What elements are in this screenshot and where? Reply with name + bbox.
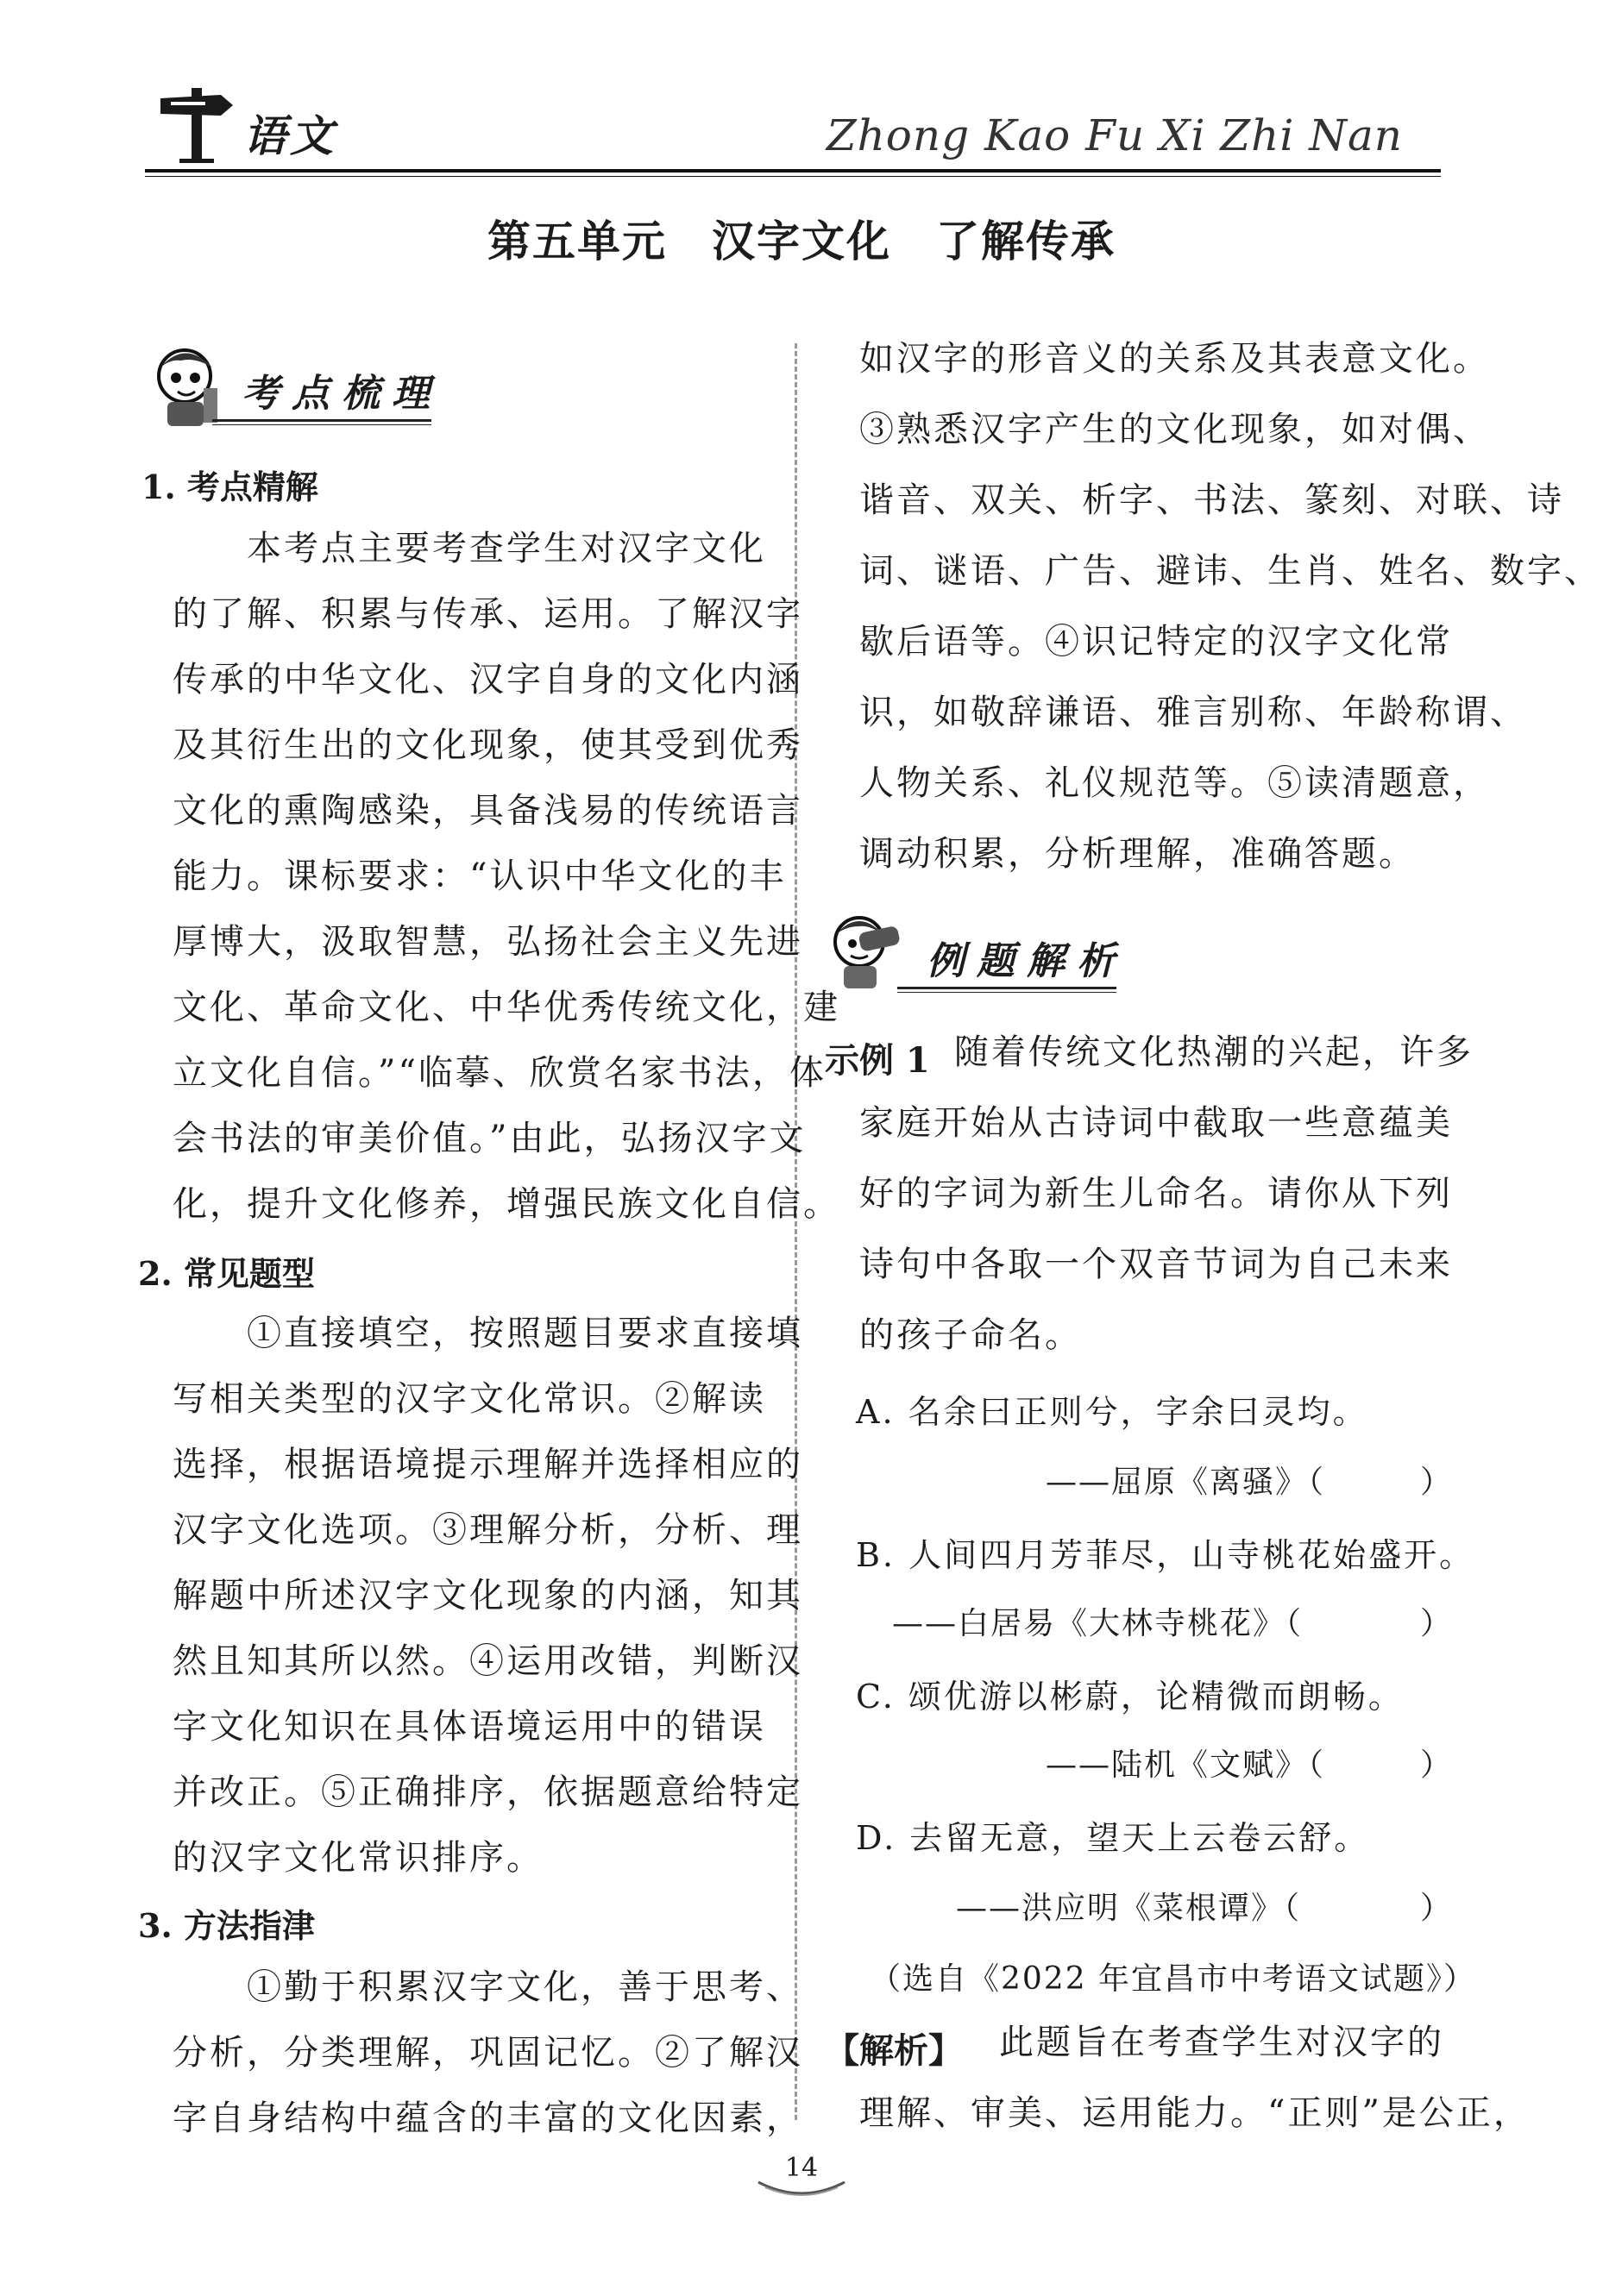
text-line: 厚博大，汲取智慧，弘扬社会主义先进 [173,922,803,962]
option-d-close: ） [1420,1891,1452,1926]
option-a: A. 名余曰正则兮，字余曰灵均。 [856,1393,1368,1431]
text-line: ③熟悉汉字产生的文化现象，如对偶、 [859,410,1490,449]
signpost-logo-icon [154,79,240,166]
text-line: 好的字词为新生儿命名。请你从下列 [859,1174,1453,1214]
text-line: 会书法的审美价值。”由此，弘扬汉字文 [173,1119,807,1158]
text-line: 本考点主要考查学生对汉字文化 [173,529,766,568]
text-line: 能力。课标要求：“认识中华文化的丰 [173,856,787,896]
text-line: 人物关系、礼仪规范等。⑤读清题意， [859,763,1490,803]
text-line: 然且知其所以然。④运用改错，判断汉 [173,1641,803,1681]
option-c-close: ） [1420,1747,1452,1783]
text-line: 调动积累，分析理解，准确答题。 [859,834,1416,874]
heading-changjian-tixing: 2. 常见题型 [138,1254,315,1293]
text-line: 如汉字的形音义的关系及其表意文化。 [859,339,1490,379]
header-rule-thin [145,176,1441,177]
section-title-liti: 例题解析 [927,939,1127,983]
text-line: 歇后语等。④识记特定的汉字文化常 [859,622,1453,662]
text-line: 理解、审美、运用能力。“正则”是公正， [859,2093,1531,2133]
text-line: ①勤于积累汉字文化，善于思考、 [173,1967,803,2007]
text-line: 家庭开始从古诗词中截取一些意蕴美 [859,1103,1453,1143]
question-source: （选自《2022 年宜昌市中考语文试题》） [870,1961,1477,1997]
text-line: 随着传统文化热潮的兴起，许多 [954,1032,1474,1072]
text-line: 传承的中华文化、汉字自身的文化内涵 [173,660,803,699]
text-line: 写相关类型的汉字文化常识。②解读 [173,1379,766,1419]
text-line: 化，提升文化修养，增强民族文化自信。 [173,1184,840,1224]
section-title-kaodian: 考点梳理 [242,372,442,416]
text-line: 的了解、积累与传承、运用。了解汉字 [173,594,803,634]
text-line: 文化、革命文化、中华优秀传统文化，建 [173,988,840,1027]
text-line: 文化的熏陶感染，具备浅易的传统语言 [173,791,803,831]
option-b-source: ——白居易《大林寺桃花》（ [892,1606,1304,1641]
section-underline-thin [897,992,1116,993]
option-d-source: ——洪应明《菜根谭》（ [956,1891,1302,1926]
example-label: 示例 1 [825,1040,930,1081]
text-line: 选择，根据语境提示理解并选择相应的 [173,1445,803,1484]
header-rule [145,169,1441,173]
text-line: 的汉字文化常识排序。 [173,1838,544,1878]
text-line: 词、谜语、广告、避讳、生肖、姓名、数字、 [859,551,1601,591]
text-line: 诗句中各取一个双音节词为自己未来 [859,1245,1453,1284]
book-title-pinyin: Zhong Kao Fu Xi Zhi Nan [826,110,1403,160]
mascot-telescope-icon [825,900,908,994]
text-line: 解题中所述汉字文化现象的内涵，知其 [173,1576,803,1615]
option-d: D. 去留无意，望天上云卷云舒。 [856,1819,1370,1857]
heading-fangfa-zhijin: 3. 方法指津 [138,1906,315,1945]
text-line: 此题旨在考查学生对汉字的 [999,2023,1444,2062]
page-number: 14 [784,2153,819,2183]
text-line: 立文化自信。”“临摹、欣赏名家书法，体 [173,1053,827,1093]
option-a-source: ——屈原《离骚》（ [1046,1465,1326,1500]
text-line: 及其衍生出的文化现象，使其受到优秀 [173,725,803,765]
text-line: 识，如敬辞谦语、雅言别称、年龄称谓、 [859,693,1527,732]
option-b: B. 人间四月芳菲尽，山寺桃花始盛开。 [856,1536,1475,1574]
option-c: C. 颂优游以彬蔚，论精微而朗畅。 [856,1678,1404,1716]
text-line: ①直接填空，按照题目要求直接填 [173,1314,803,1353]
text-line: 字自身结构中蕴含的丰富的文化因素， [173,2098,803,2138]
analysis-label: 【解析】 [825,2030,963,2071]
text-line: 字文化知识在具体语境运用中的错误 [173,1707,766,1747]
option-c-source: ——陆机《文赋》（ [1046,1747,1326,1783]
subject-label: 语文 [243,110,336,161]
text-line: 分析，分类理解，巩固记忆。②了解汉 [173,2033,803,2073]
unit-title: 第五单元 汉字文化 了解传承 [487,216,1116,267]
section-underline-thin [212,424,431,425]
mascot-thinking-icon [143,338,226,431]
text-line: 并改正。⑤正确排序，依据题意给特定 [173,1772,803,1812]
option-a-close: ） [1420,1465,1452,1500]
text-line: 的孩子命名。 [859,1315,1082,1355]
option-b-close: ） [1420,1606,1452,1641]
text-line: 汉字文化选项。③理解分析，分析、理 [173,1510,803,1550]
heading-kaodian-jingjie: 1. 考点精解 [141,467,318,506]
section-underline [897,987,1116,989]
section-underline [212,419,431,422]
text-line: 谐音、双关、析字、书法、篆刻、对联、诗 [859,480,1564,520]
